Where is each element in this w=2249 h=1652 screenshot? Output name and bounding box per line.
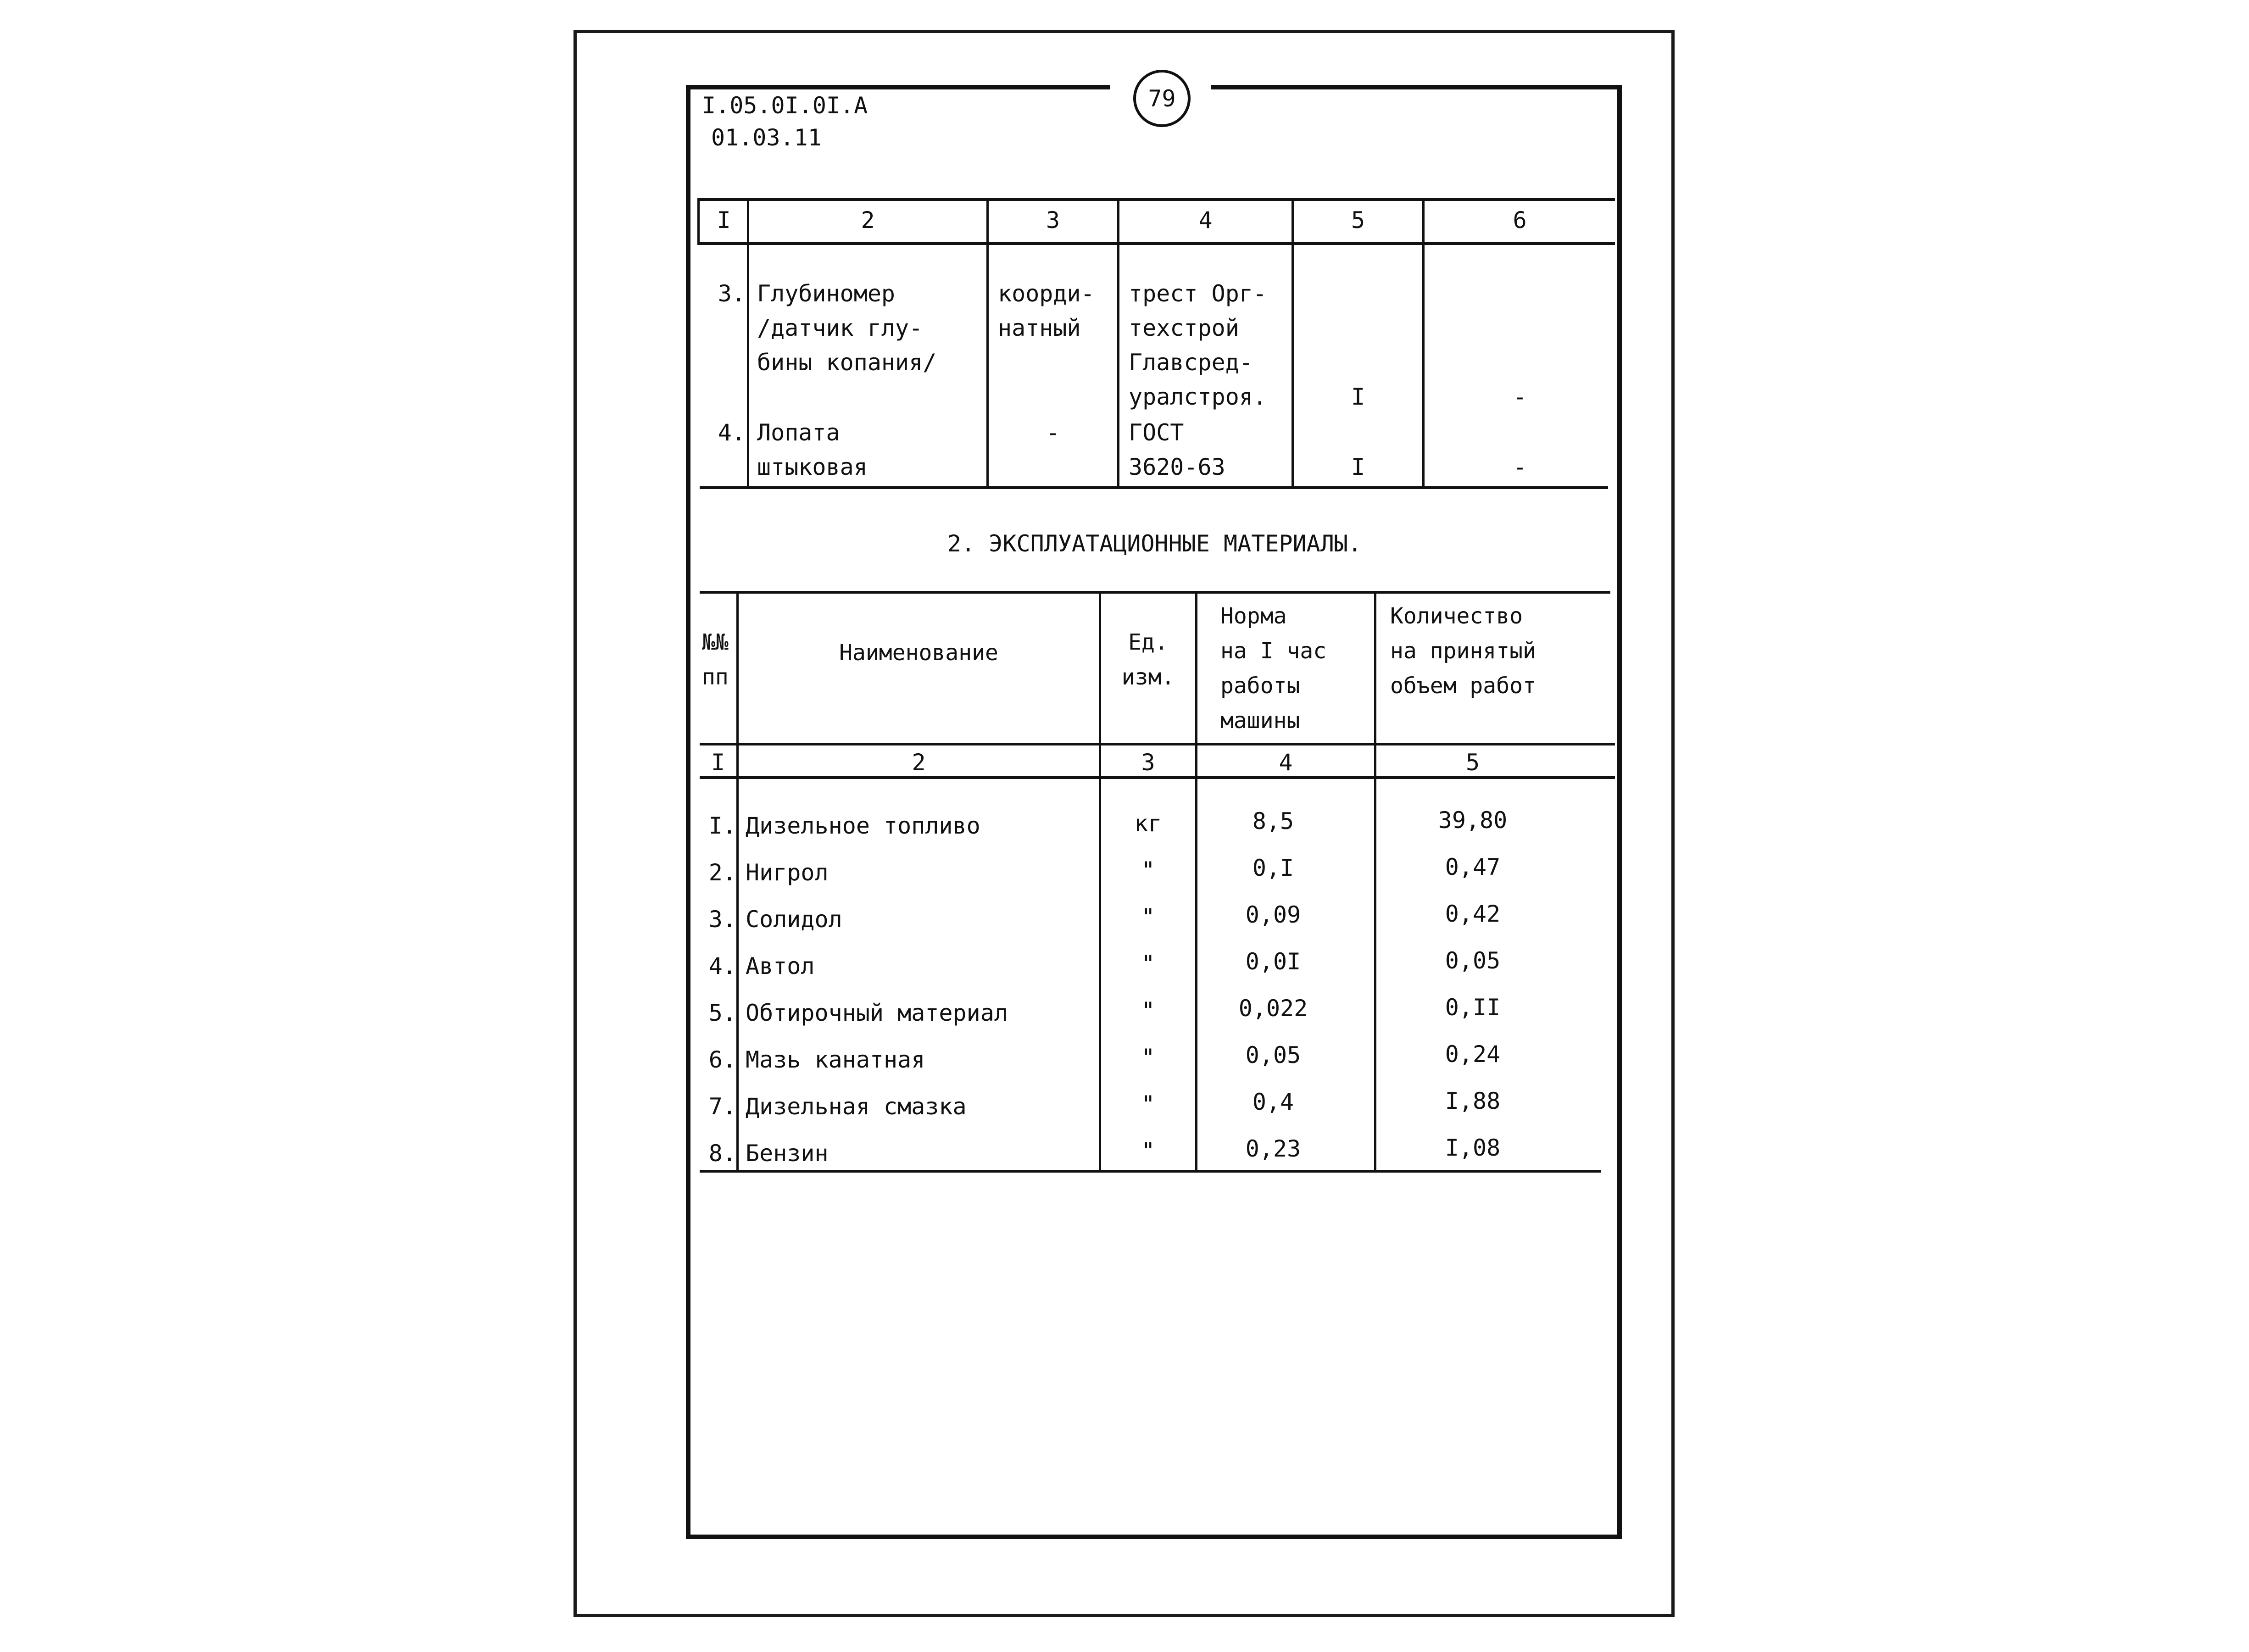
table1-colnum: 6 bbox=[1513, 207, 1527, 234]
table1-top-rule bbox=[697, 198, 1615, 201]
table2-header-qty: на принятый bbox=[1390, 638, 1536, 664]
material-name: Дизельная смазка bbox=[746, 1093, 967, 1120]
norm-per-hour: 0,022 bbox=[1238, 995, 1308, 1022]
norm-per-hour: 0,4 bbox=[1252, 1089, 1294, 1115]
unit: " bbox=[1141, 1091, 1155, 1118]
table1-row-number: 3. bbox=[718, 280, 746, 307]
row-number: 2. bbox=[708, 859, 736, 886]
table1-item-type: натный bbox=[998, 315, 1081, 341]
table1-item-type: - bbox=[1046, 419, 1060, 446]
table1-item-note: - bbox=[1513, 384, 1527, 410]
table1-colnum: 5 bbox=[1351, 207, 1365, 234]
table1-item-maker: уралстроя. bbox=[1129, 384, 1267, 410]
table2-colnum: 5 bbox=[1465, 749, 1480, 776]
unit: " bbox=[1141, 1044, 1155, 1071]
total-quantity: 0,24 bbox=[1445, 1041, 1501, 1068]
table1-item-name: бины копания/ bbox=[757, 349, 937, 376]
total-quantity: 0,47 bbox=[1445, 854, 1501, 880]
total-quantity: 39,80 bbox=[1438, 807, 1508, 834]
norm-per-hour: 0,05 bbox=[1245, 1042, 1301, 1068]
total-quantity: I,08 bbox=[1445, 1135, 1501, 1161]
table1-colnum: 3 bbox=[1046, 207, 1060, 234]
table1-item-name: Лопата bbox=[757, 419, 840, 446]
table1-col-rule bbox=[1422, 198, 1425, 487]
material-name: Обтирочный материал bbox=[746, 1000, 1008, 1026]
row-number: I. bbox=[708, 812, 736, 839]
material-name: Солидол bbox=[746, 906, 842, 933]
table1-item-maker: трест Орг- bbox=[1129, 280, 1267, 307]
table1-colnum: I bbox=[717, 207, 731, 234]
row-number: 5. bbox=[708, 1000, 736, 1026]
document-sub-code: 01.03.11 bbox=[711, 124, 822, 151]
table2-col-rule bbox=[1374, 592, 1376, 1172]
table1-item-name: /датчик глу- bbox=[757, 315, 923, 341]
unit: " bbox=[1141, 857, 1155, 884]
unit: " bbox=[1141, 904, 1155, 930]
table1-col-rule bbox=[1117, 198, 1119, 487]
table2-header-norm: работы bbox=[1220, 673, 1300, 699]
row-number: 3. bbox=[708, 906, 736, 933]
table1-colnum: 2 bbox=[861, 207, 875, 234]
table1-item-maker: 3620-63 bbox=[1129, 454, 1225, 480]
material-name: Нигрол bbox=[746, 859, 829, 886]
total-quantity: 0,II bbox=[1445, 994, 1501, 1021]
table2-header-qty: объем работ bbox=[1390, 673, 1536, 699]
table1-bottom-rule bbox=[700, 486, 1608, 489]
table1-item-note: - bbox=[1513, 454, 1527, 480]
table2-header-norm: Норма bbox=[1220, 603, 1287, 629]
row-number: 4. bbox=[708, 953, 736, 979]
page-number: 79 bbox=[1148, 85, 1176, 112]
norm-per-hour: 0,09 bbox=[1245, 901, 1301, 928]
table2-colnum: 2 bbox=[912, 749, 926, 776]
table2-header-unit: Ед. bbox=[1128, 629, 1168, 655]
unit: кг bbox=[1134, 810, 1162, 837]
table2-header-unit: изм. bbox=[1121, 664, 1175, 690]
table2-colnum-rule bbox=[700, 776, 1615, 779]
table2-col-rule bbox=[1195, 592, 1197, 1172]
table2-header-num: №№ bbox=[702, 629, 729, 655]
table2-top-rule bbox=[700, 591, 1610, 594]
unit: " bbox=[1141, 951, 1155, 977]
table2-header-qty: Количество bbox=[1390, 603, 1523, 629]
table1-col-rule bbox=[747, 198, 749, 487]
row-number: 6. bbox=[708, 1046, 736, 1073]
total-quantity: I,88 bbox=[1445, 1088, 1501, 1114]
table1-row-number: 4. bbox=[718, 419, 746, 446]
table2-header-name: Наименование bbox=[839, 640, 998, 666]
row-number: 7. bbox=[708, 1093, 736, 1120]
table1-col-rule bbox=[1292, 198, 1294, 487]
total-quantity: 0,05 bbox=[1445, 947, 1501, 974]
table1-item-maker: Главсред- bbox=[1129, 349, 1253, 376]
table1-item-name: штыковая bbox=[757, 454, 868, 480]
table1-item-name: Глубиномер bbox=[757, 280, 896, 307]
total-quantity: 0,42 bbox=[1445, 901, 1501, 927]
table2-header-num: пп bbox=[702, 664, 729, 690]
table1-colnum: 4 bbox=[1198, 207, 1213, 234]
table1-item-maker: техстрой bbox=[1129, 315, 1239, 341]
unit: " bbox=[1141, 1138, 1155, 1164]
norm-per-hour: 0,I bbox=[1252, 855, 1294, 881]
material-name: Автол bbox=[746, 953, 815, 979]
table2-bottom-rule bbox=[700, 1170, 1601, 1173]
table2-colnum: 4 bbox=[1279, 749, 1293, 776]
table1-item-type: коорди- bbox=[998, 280, 1095, 307]
norm-per-hour: 0,23 bbox=[1245, 1135, 1301, 1162]
table2-colnum: 3 bbox=[1141, 749, 1155, 776]
unit: " bbox=[1141, 997, 1155, 1024]
material-name: Дизельное топливо bbox=[746, 812, 980, 839]
norm-per-hour: 0,0I bbox=[1245, 948, 1301, 975]
table1-header-rule bbox=[697, 242, 1615, 245]
document-code: I.05.0I.0I.A bbox=[702, 92, 868, 119]
table2-header-norm: машины bbox=[1220, 708, 1300, 734]
table2-col-rule bbox=[736, 592, 739, 1172]
material-name: Мазь канатная bbox=[746, 1046, 925, 1073]
table2-colnum: I bbox=[711, 749, 725, 776]
material-name: Бензин bbox=[746, 1140, 829, 1167]
row-number: 8. bbox=[708, 1140, 736, 1167]
table2-header-norm: на I час bbox=[1220, 638, 1327, 664]
table1-item-maker: ГОСТ bbox=[1129, 419, 1184, 446]
section-title: 2. ЭКСПЛУАТАЦИОННЫЕ МАТЕРИАЛЫ. bbox=[947, 530, 1362, 557]
norm-per-hour: 8,5 bbox=[1252, 808, 1294, 834]
table1-item-qty: I bbox=[1351, 384, 1365, 410]
table2-header-rule bbox=[700, 743, 1615, 745]
page-number-stamp bbox=[1133, 70, 1191, 127]
table1-item-qty: I bbox=[1351, 454, 1365, 480]
